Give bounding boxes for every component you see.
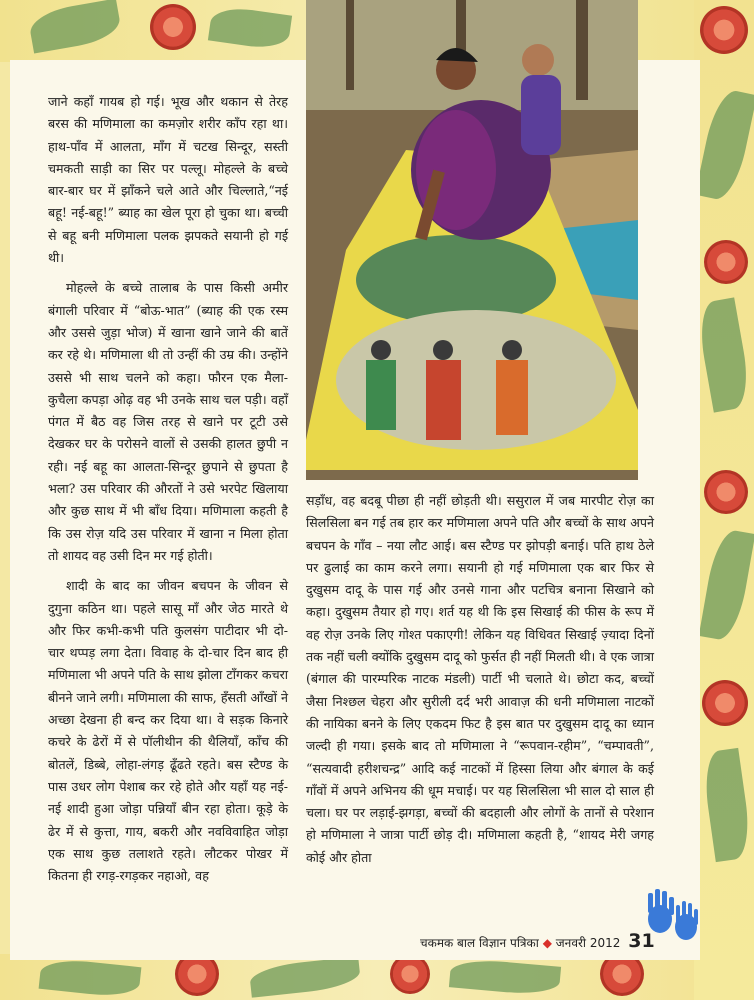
border-bottom [0,954,754,1000]
issue-date: जनवरी 2012 [555,936,621,950]
flower-motif [704,470,748,514]
flower-motif [702,680,748,726]
artist-painting-photo [306,0,638,480]
leaf-motif [699,528,754,643]
hand-prints-icon [638,885,708,945]
page-number: 31 [628,930,655,952]
leaf-motif [449,957,561,996]
diamond-icon: ◆ [542,936,552,950]
article-left-column [48,91,288,887]
paragraph: जाने कहाँ गायब हो गई। भूख और थकान से तेरह बरस की मणिमाला का कमज़ोर शरीर काँप रहा था। हाथ-पाँव में आलता, माँग में चटख सिन्दूर, सस्ती चमकती साड़ी का सिर पर पल्लू। मोहल्ले के बच्चे बार-बार घर में झाँकने चले आते और चिल्लाते,“नई बहू! नई-बहू!” ब्याह का खेल पूरा हो चुका था। बच्ची से बहू बनी मणिमाला पलक झपकते सयानी हो गई थी। [48,94,288,266]
leaf-motif [695,87,754,203]
paragraph: मोहल्ले के बच्चे तालाब के पास किसी अमीर बंगाली परिवार में “बोऊ-भात” (ब्याह की एक रस्म और उससे जुड़ा भोज) में खाना खाने जाने की बातें कर रहे थे। मणिमाला थी तो उन्हीं की उम्र की। उन्होंने उससे भी साथ चलने को कहा। फौरन एक मैला-कुचैला कपड़ा ओढ़ वह भी उनके साथ चल पड़ी। वहाँ पंगत में बैठ वह जिस तरह से खाने पर टूटी उसे देखकर घर के परोसने वालों से उसकी हालत छुपी न रही। नई बहू का आलता-सिन्दूर छुपाने से छुपता है भला? उस परिवार की औरतों ने उसे भरपेट खिलाया और कुछ साथ में भी बाँध दिया। मणिमाला कहती है कि उस रोज़ यदि उस परिवार में खाना न मिला होता तो शायद वह उसी दिन मर गई होती। [48,280,288,563]
leaf-motif [39,957,142,999]
leaf-motif [701,748,754,862]
page-footer [420,930,655,952]
border-right [694,0,754,1000]
paragraph: शादी के बाद का जीवन बचपन के जीवन से दुगुना कठिन था। पहले सासू माँ और जेठ मारते थे और फिर कभी-कभी पति कुलसंग पाटीदार भी दो-चार थप्पड़ लगा देता। विवाह के दो-चार दिन बाद ही मणिमाला भी अपने पति के साथ झोला टाँगकर कचरा बीनने जाने लगी। मणिमाला की साफ, हँसती आँखों ने अच्छा देखना ही बन्द कर दिया था। वे सड़क किनारे कचरे के ढेरों में से पॉलीथीन की थैलियाँ, काँच की बोतलें, डिब्बे, लोहा-लंगड़ ढूँढते रहते। बस स्टैण्ड के पास उधर लोग पेशाब कर रहे होते और यहाँ यह नई-नई शादी हुआ जोड़ा पन्नियाँ बीन रहा होता। कूड़े के ढेर में से कुत्ता, गाय, बकरी और नवविवाहित जोड़ा एक साथ कुछ तलाशते रहते। लौटकर पोखर में कितना ही रगड़-रगड़कर नहाओ, वह [48,578,288,884]
leaf-motif [249,956,362,997]
magazine-name: चकमक बाल विज्ञान पत्रिका [420,936,539,950]
leaf-motif [208,5,292,52]
flower-motif [700,6,748,54]
article-right-column [306,490,654,869]
leaf-motif [27,0,123,54]
flower-motif [704,240,748,284]
leaf-motif [695,297,753,412]
flower-motif [150,4,196,50]
flower-motif [390,954,430,994]
paragraph: सड़ाँध, वह बदबू पीछा ही नहीं छोड़ती थी। ससुराल में जब मारपीट रोज़ का सिलसिला बन गई तब हार कर मणिमाला अपने पति और बच्चों के साथ अपने बचपन के गाँव – नया लौट आई। बस स्टैण्ड पर झोपड़ी बनाई। पति हाथ ठेले पर ढुलाई का काम करने लगा। सयानी हो गई मणिमाला एक बार फिर से दुखुसम दादू के पास गई और उनसे गाना और पटचित्र बनाना सिखाने को कहा। दुखुसम तैयार हो गए। शर्त यह थी कि इस सिखाई की फीस के रूप में वह रोज़ उनके लिए गोश्त पकाएगी! लेकिन यह विधिवत सिखाई ज़्यादा दिनों तक नहीं चली क्योंकि दुखुसम दादू को फुर्सत ही नहीं मिलती थी। वे एक जात्रा (बंगाल की पारम्परिक नाटक मंडली) पार्टी भी चलाते थे। छोटा कद, बच्चों जैसा निश्छल चेहरा और सुरीली दर्द भरी आवाज़ की धनी मणिमाला नाटकों की नायिका बनने के लिए एकदम फिट है इस बात पर दुखुसम दादू का ध्यान जल्दी ही गया। इसके बाद तो मणिमाला ने “रूपवान-रहीम”, “चम्पावती”, “सत्यवादी हरीशचन्द्र” आदि कई नाटकों में हिस्सा लिया और बंगाल के कई गाँवों में अपने अभिनय की धूम मचाई। पर यह सिलसिला भी साल दो साल ही चला। घर पर लड़ाई-झगड़ा, बच्चों की बदहाली और लोगों के तानों से परेशान हो मणिमाला ने जात्रा पार्टी छोड़ दी। मणिमाला कहती है, “शायद मेरी जगह कोई और होता [306,493,654,865]
